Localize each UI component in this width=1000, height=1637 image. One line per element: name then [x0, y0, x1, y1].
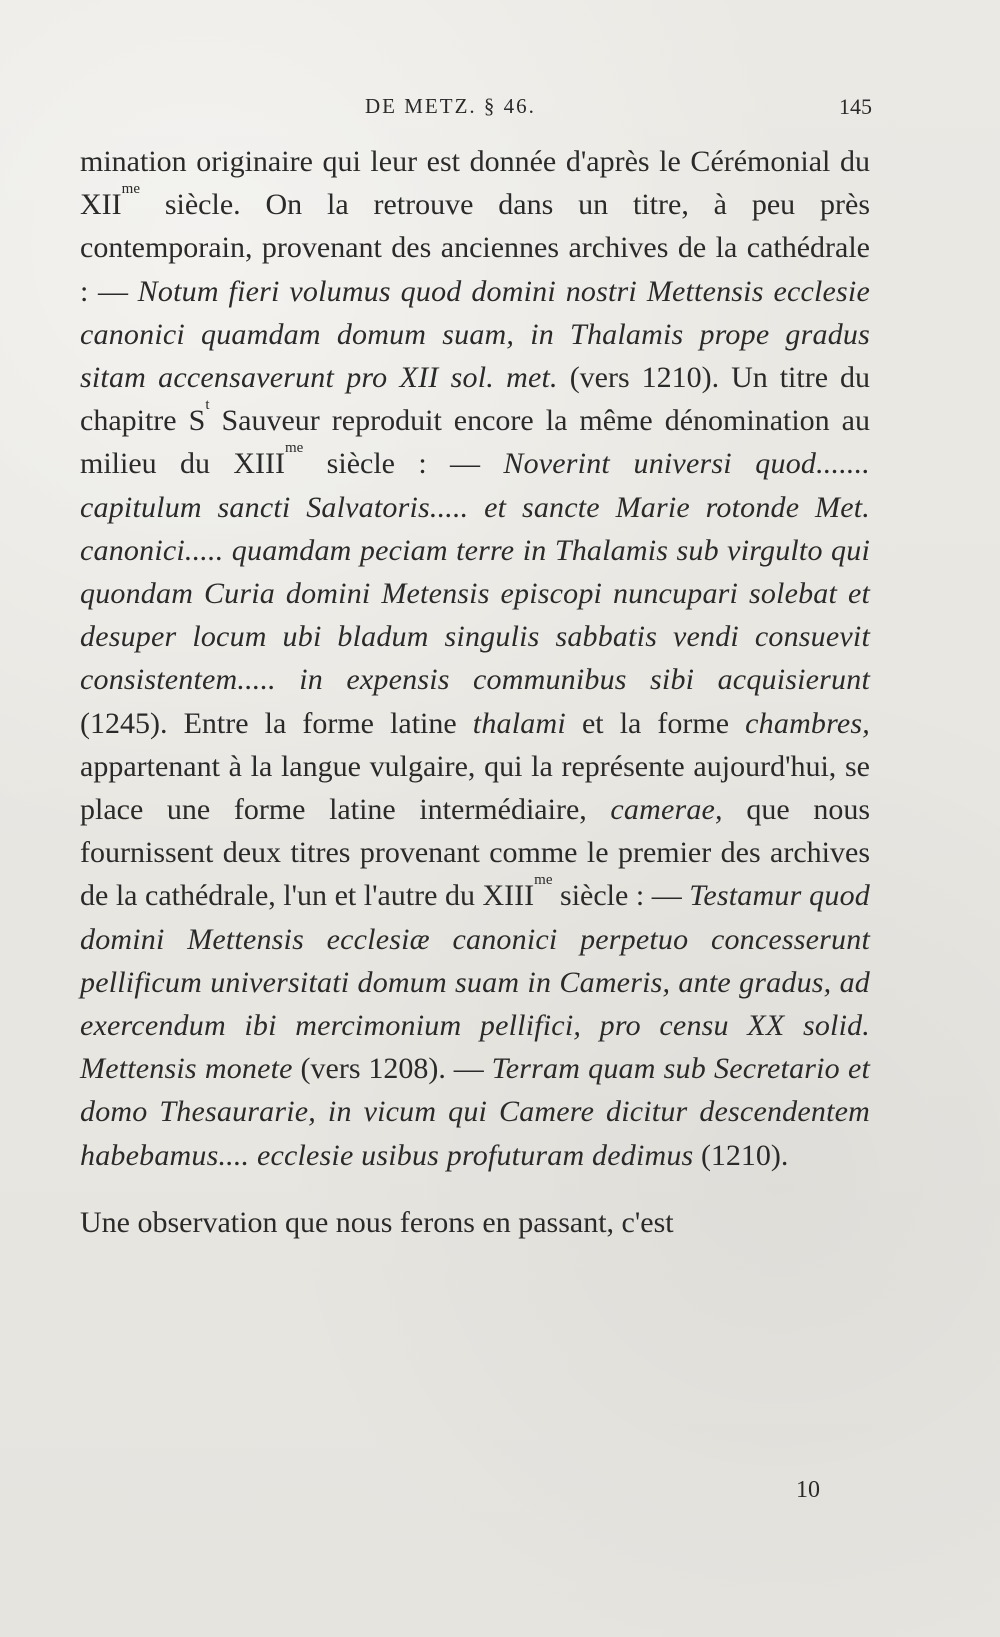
paragraph-2: Une observation que nous ferons en passant, c'est: [80, 1205, 674, 1239]
running-header: [0, 94, 1000, 130]
signature-mark: 10: [796, 1477, 820, 1503]
superscript: me: [285, 440, 304, 457]
latin-term: thalami: [472, 706, 566, 740]
text-run: siècle : —: [552, 879, 690, 913]
text-run: (1210).: [693, 1138, 789, 1172]
page-number: 145: [839, 94, 872, 119]
text-run: siècle : —: [303, 447, 504, 481]
text-run: Sauveur reproduit encore la même dénomination au milieu du XIII: [80, 404, 870, 481]
text-run: mination originaire qui leur est donnée d'après le Cérémonial du XII: [80, 145, 870, 222]
text-run: que nous fournissent deux titres provenant comme le premier des archives de la cathédrale, l'un et l'autre du XIII: [80, 793, 870, 913]
text-run: appartenant à la langue vulgaire, qui la représente aujourd'hui, se place une forme latine intermédiaire,: [80, 749, 870, 827]
running-title: DE METZ. § 46.: [365, 94, 536, 118]
latin-quotation: Notum fieri volumus quod domini nostri Mettensis ecclesie canonici quamdam domum suam, in Thalamis prope gradus sitam accensaverunt pro XII sol. met.: [80, 274, 870, 395]
latin-quotation: Terram quam sub Secretario et domo Thesaurarie, in vicum qui Camere dicitur descendentem habebamus.... ecclesie usibus profuturam dedimus: [80, 1052, 871, 1172]
main-text: [80, 140, 870, 1244]
text-run: siècle. On la retrouve dans un titre, à peu près contemporain, provenant des anciennes archives de la cathédrale : —: [80, 188, 870, 308]
text-run: (vers 1208). —: [292, 1052, 492, 1086]
french-term: chambres,: [745, 706, 870, 740]
text-run: et la forme: [565, 706, 746, 740]
superscript: t: [205, 397, 210, 414]
latin-quotation: Noverint universi quod....... capitulum sancti Salvatoris..... et sancte Marie rotonde Met. canonici..... quamdam peciam terre in Thalamis sub virgulto qui quondam Curia domini Metensis episcopi nuncupari solebat et desuper locum ubi bladum singulis sabbatis vendi consuevit consistentem..... in expensis communibus sibi acquisierunt: [80, 447, 870, 697]
text-run: (1245). Entre la forme latine: [80, 706, 473, 740]
latin-quotation: Testamur quod domini Mettensis ecclesiæ canonici perpetuo concesserunt pellificum universitati domum suam in Cameris, ante gradus, ad exercendum ibi mercimonium pellifici, pro censu XX solid. Mettensis monete: [80, 879, 870, 1086]
superscript: me: [534, 872, 553, 889]
text-run: (vers 1210). Un titre du chapitre S: [80, 361, 870, 438]
latin-term: camerae,: [610, 793, 723, 827]
paragraph-1: [80, 140, 870, 1177]
superscript: me: [121, 181, 140, 198]
